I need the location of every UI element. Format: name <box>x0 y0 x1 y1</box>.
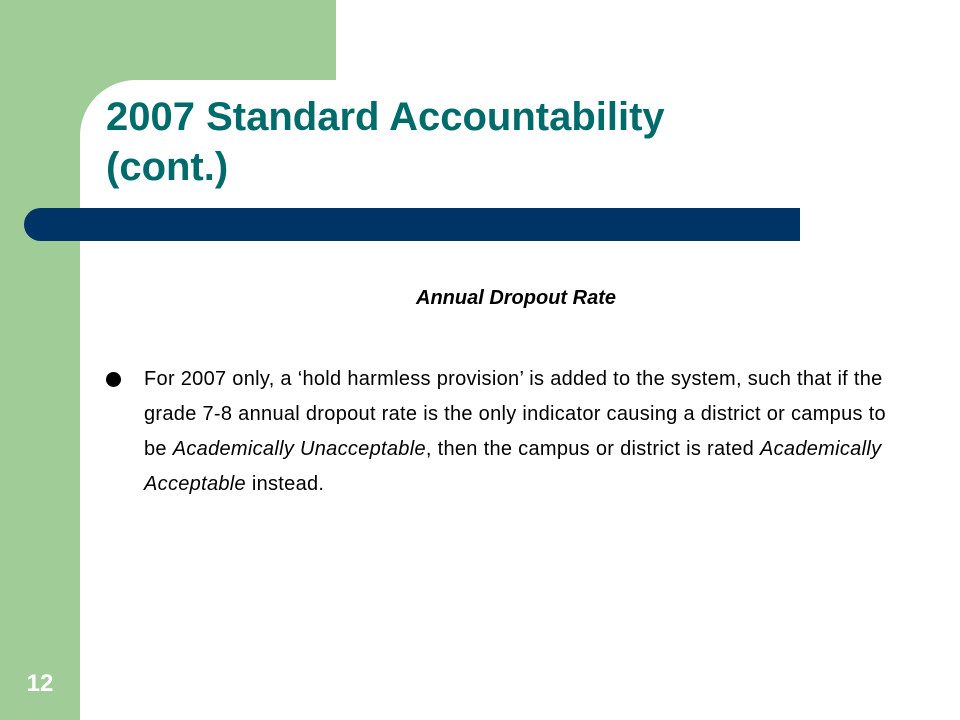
bullet-item <box>106 362 906 502</box>
slide-title-line-1: 2007 Standard Accountability <box>106 95 665 139</box>
title-bar-notch <box>66 241 80 243</box>
bullet-text-3: instead. <box>245 473 325 495</box>
bullet-italic-2: Academically Acceptable <box>144 438 882 495</box>
slide-title <box>106 92 906 192</box>
bullet-text-2: , then the campus or district is rated <box>425 438 760 460</box>
bullet-list <box>106 362 906 502</box>
title-underline-bar <box>24 208 800 241</box>
bullet-text-1: For 2007 only, a ‘hold harmless provision’ is added to the system, such that if the grade 7-8 annual dropout rate is the only indicator causing a district or campus to be <box>144 368 886 460</box>
slide-number: 12 <box>26 670 54 697</box>
slide-subtitle: Annual Dropout Rate <box>416 287 616 309</box>
green-side-strip <box>0 0 80 720</box>
bullet-dot-icon <box>106 372 121 387</box>
slide-title-line-2: (cont.) <box>106 145 229 189</box>
bullet-italic-1: Academically Unacceptable <box>172 438 426 460</box>
